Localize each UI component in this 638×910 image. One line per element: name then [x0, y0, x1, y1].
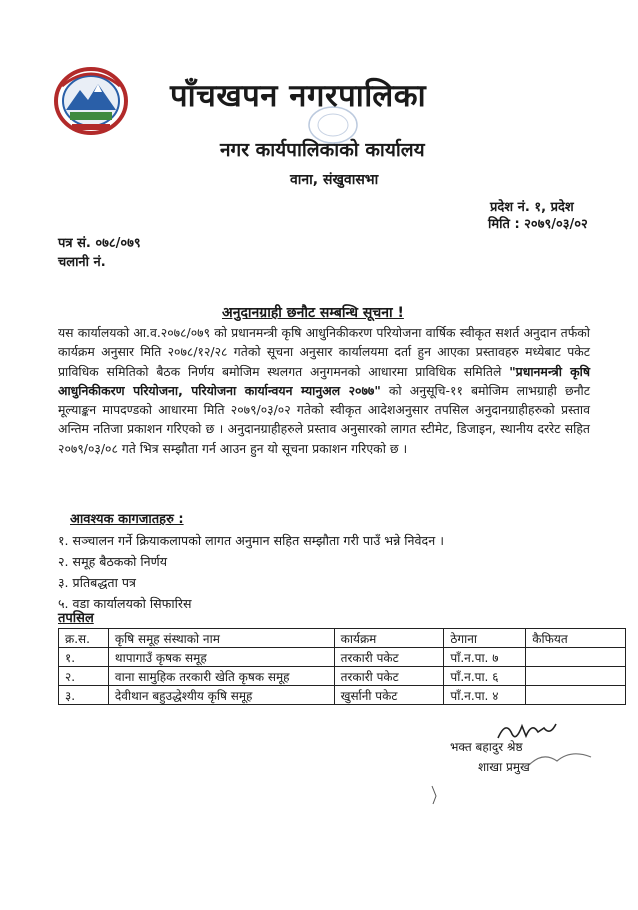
cell-remarks — [526, 686, 626, 705]
cell-group-name: देवीथान बहुउद्धेश्यीय कृषि समूह — [108, 686, 334, 705]
cell-remarks — [526, 648, 626, 667]
table-title: तपसिल — [58, 611, 94, 626]
municipality-name: पाँचखपन नगरपालिका — [170, 78, 427, 114]
municipality-logo — [52, 66, 130, 136]
official-stamp — [525, 745, 595, 773]
requirement-item: १. सञ्चालन गर्ने क्रियाकलापको लागत अनुमान सहित सम्झौता गरी पाउँ भन्ने निवेदन । — [58, 533, 444, 548]
header-sn: क्र.स. — [59, 629, 109, 648]
notice-body-part2: को अनुसूचि-११ बमोजिम लाभग्राही छनौट मूल्याङ्कन मापदण्डको आधारमा मिति २०७९/०३/०२ गतेको स्वीकृत आदेशअनुसार तपसिल अनुदानग्राहीहरुको प्रस्ताव अन्तिम नतिजा प्रकाशन गरिएको छ । अनुदानग्राहीहरुले प्रस्ताव अनुसारको लागत स्टीमेट, डिजाइन, स्थानीय दररेट सहित २०७९/०३/०८ गते भित्र सम्झौता गर्न आउन हुन यो सूचना प्रकाशन गरिएको छ । — [58, 382, 590, 456]
cell-program: खुर्सानी पकेट — [334, 686, 444, 705]
letter-date: मिति : २०७९/०३/०२ — [488, 217, 588, 232]
signer-name: भक्त बहादुर श्रेष्ठ — [450, 740, 523, 754]
cell-sn: ३. — [59, 686, 109, 705]
notice-body-bold: "प्रधानमन्त्री कृषि आधुनिकीकरण परियोजना, परियोजना कार्यान्वयन म्यानुअल २०७७" — [58, 363, 590, 398]
header-remarks: कैफियत — [526, 629, 626, 648]
beneficiary-table — [58, 628, 626, 705]
pen-mark — [428, 784, 442, 806]
table-row — [59, 648, 626, 667]
header-program: कार्यक्रम — [334, 629, 444, 648]
notice-subject: अनुदानग्राही छनौट सम्बन्धि सूचना ! — [222, 305, 404, 321]
signer-title: शाखा प्रमुख — [478, 760, 530, 774]
cell-address: पाँ.न.पा. ६ — [444, 667, 526, 686]
cell-address: पाँ.न.पा. ७ — [444, 648, 526, 667]
requirement-item: ३. प्रतिबद्धता पत्र — [58, 575, 136, 590]
cell-sn: १. — [59, 648, 109, 667]
table-row — [59, 667, 626, 686]
cell-address: पाँ.न.पा. ४ — [444, 686, 526, 705]
province-label: प्रदेश नं. १, प्रदेश — [490, 200, 574, 215]
dispatch-number: चलानी नं. — [58, 255, 106, 270]
requirements-list — [58, 530, 444, 614]
office-address: वाना, संखुवासभा — [290, 172, 379, 188]
notice-body-part1: यस कार्यालयको आ.व.२०७८/०७९ को प्रधानमन्त्री कृषि आधुनिकीकरण परियोजना वार्षिक स्वीकृत सशर्त अनुदान तर्फको कार्यक्रम अनुसार मिति २०७८/१२/२८ गतेको सूचना अनुसार कार्यालयमा दर्ता हुन आएका प्रस्तावहरु मध्येबाट पकेट प्राविधिक समितिको बैठक निर्णय बमोजिम स्थलगत अनुगमनको आधारमा प्राविधिक समितिले — [58, 325, 590, 379]
table-row — [59, 686, 626, 705]
requirement-item: २. समूह बैठकको निर्णय — [58, 554, 168, 569]
cell-program: तरकारी पकेट — [334, 667, 444, 686]
header-address: ठेगाना — [444, 629, 526, 648]
office-name: नगर कार्यपालिकाको कार्यालय — [220, 139, 425, 161]
cell-group-name: थापागाउँ कृषक समूह — [108, 648, 334, 667]
requirements-title: आवश्यक कागजातहरु : — [70, 512, 184, 527]
cell-group-name: वाना सामुहिक तरकारी खेति कृषक समूह — [108, 667, 334, 686]
notice-body — [58, 323, 590, 458]
cell-sn: २. — [59, 667, 109, 686]
requirement-item: ५. वडा कार्यालयको सिफारिस — [58, 596, 192, 611]
reference-number: पत्र सं. ०७८/०७९ — [58, 236, 141, 251]
table-header-row — [59, 629, 626, 648]
cell-remarks — [526, 667, 626, 686]
header-group-name: कृषि समूह संस्थाको नाम — [108, 629, 334, 648]
cell-program: तरकारी पकेट — [334, 648, 444, 667]
